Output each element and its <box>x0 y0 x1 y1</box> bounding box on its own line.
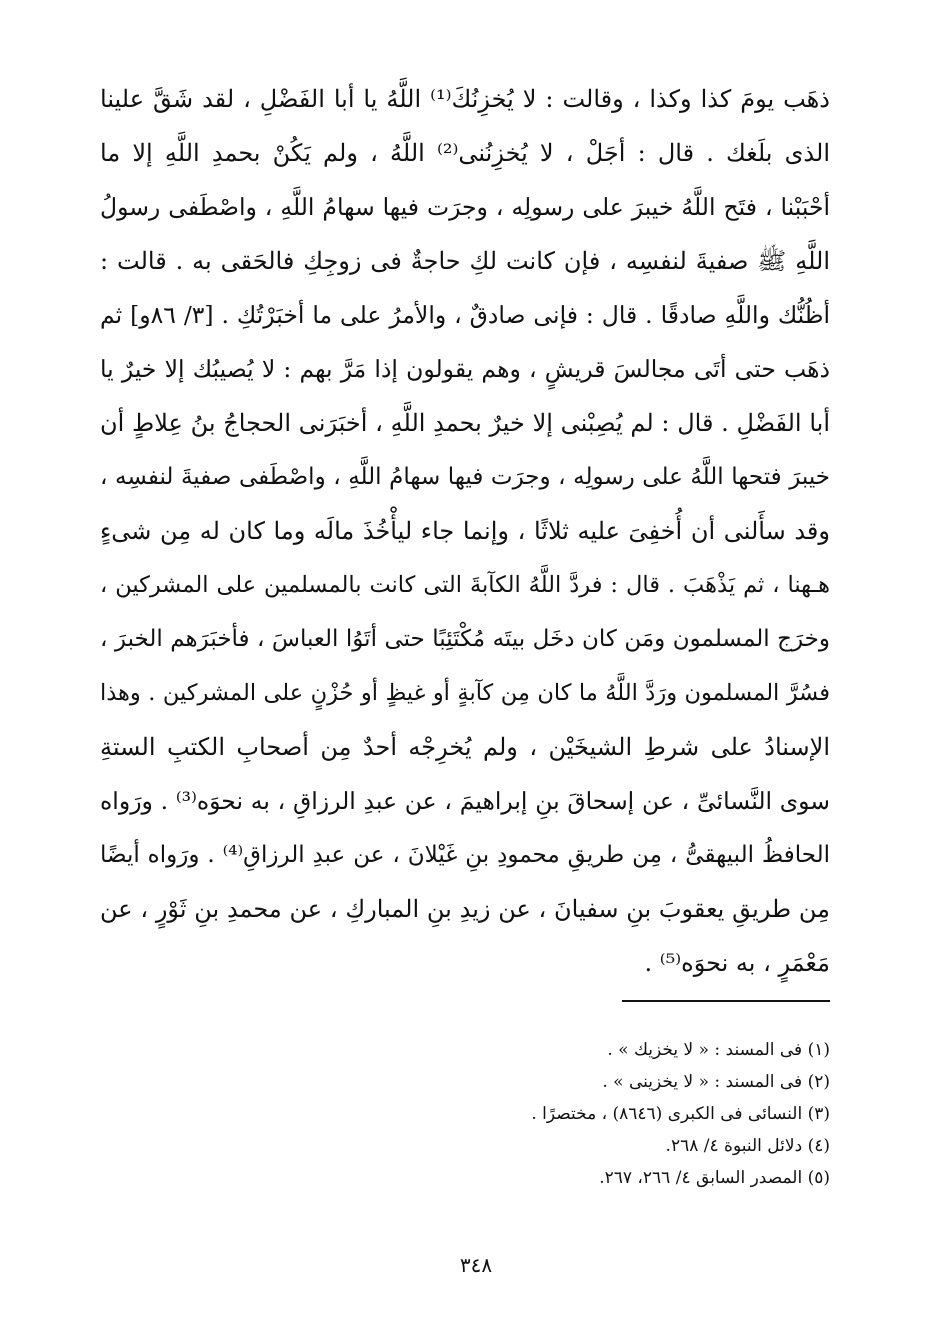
footnotes <box>130 1034 830 1194</box>
footnote: (٣) النسائى فى الكبرى (٨٦٤٦) ، مختصرًا . <box>531 1104 830 1124</box>
main-text <box>100 72 830 990</box>
footnote: (٢) فى المسند : « لا يخزينى » . <box>602 1072 830 1092</box>
footnote: (١) فى المسند : « لا يخزيك » . <box>607 1040 830 1060</box>
text-line: مِن طريقِ يعقوبَ بنِ سفيانَ ، عن زيدِ بنِ المباركِ ، عن محمدِ بنِ ثَوْرٍ ، عن <box>100 895 830 923</box>
text-line: أبا الفَضْلِ . قال : لم يُصِبْنى إلا خيرٌ بحمدِ اللَّهِ ، أخبَرَنى الحجاجُ بنُ عِلاطٍ أن <box>100 409 830 437</box>
text-line: سوى النَّسائىِّ ، عن إسحاقَ بنِ إبراهيمَ ، عن عبدِ الرزاقِ ، به نحوَه⁽³⁾ . ورَواه <box>100 787 830 815</box>
text-line: مَعْمَرٍ ، به نحوَه⁽⁵⁾ . <box>644 949 830 977</box>
text-line: اللَّهِ ﷺ صفيةَ لنفسِه ، فإن كانت لكِ حاجةٌ فى زوجِكِ فالحَقى به . قالت : <box>100 247 830 275</box>
text-line: ذهَب حتى أتَى مجالسَ قريشٍ ، وهم يقولون إذا مَرَّ بهم : لا يُصيبُك إلا خيرٌ يا <box>100 355 830 383</box>
text-line: خيبرَ فتحها اللَّهُ على رسولِه ، وجرَت فيها سهامُ اللَّهِ ، واصْطَفى صفيةَ لنفسِه ، <box>100 464 830 490</box>
text-line: الذى بلَغك . قال : أجَلْ ، لا يُخزِنُنى⁽²⁾ اللَّهُ ، ولم يَكُنْ بحمدِ اللَّهِ إلا ما <box>100 139 830 167</box>
text-line: هـهنا ، ثم يَذْهَبَ . قال : فردَّ اللَّهُ الكآبةَ التى كانت بالمسلمين على المشركين ، <box>100 572 830 598</box>
footnote-separator <box>622 1000 830 1002</box>
text-line: فسُرَّ المسلمون ورَدَّ اللَّهُ ما كان مِن كآبةٍ أو غيظٍ أو حُزْنٍ على المشركين . وهذا <box>100 680 830 706</box>
footnote: (٥) المصدر السابق ٤/ ٢٦٦، ٢٦٧. <box>599 1168 830 1188</box>
text-line: وخرَج المسلمون ومَن كان دخَل بيتَه مُكْتَئِبًا حتى أتَوُا العباسَ ، فأخبَرَهم الخبرَ ، <box>100 626 830 652</box>
text-line: الحافظُ البيهقىُّ ، مِن طريقِ محمودِ بنِ غَيْلانَ ، عن عبدِ الرزاقِ⁽⁴⁾ . ورَواه أيضًا <box>100 842 830 868</box>
text-line: الإسنادُ على شرطِ الشيخَيْن ، ولم يُخرِجْه أحدٌ مِن أصحابِ الكتبِ الستةِ <box>100 733 830 761</box>
footnote: (٤) دلائل النبوة ٤/ ٢٦٨. <box>665 1136 830 1156</box>
text-line: أظُنُّك واللَّهِ صادقًا . قال : فإنى صادقٌ ، والأمرُ على ما أخبَرْتُكِ . [٣/ ٨٦و] ثم <box>100 301 831 329</box>
text-line: وقد سأَلنى أن أُخفِىَ عليه ثلاثًا ، وإنما جاء ليأْخُذَ مالَه وما كان له مِن شىءٍ <box>100 517 830 545</box>
page-number: ٣٤٨ <box>459 1253 493 1277</box>
text-line: ذهَب يومَ كذا وكذا ، وقالت : لا يُخزِنُكَ⁽¹⁾ اللَّهُ يا أبا الفَضْلِ ، لقد شَقَّ علينا <box>100 85 830 113</box>
text-line: أحْبَبْنا ، فتَح اللَّهُ خيبرَ على رسولِه ، وجرَت فيها سهامُ اللَّهِ ، واصْطَفى رسولُ <box>100 193 830 221</box>
